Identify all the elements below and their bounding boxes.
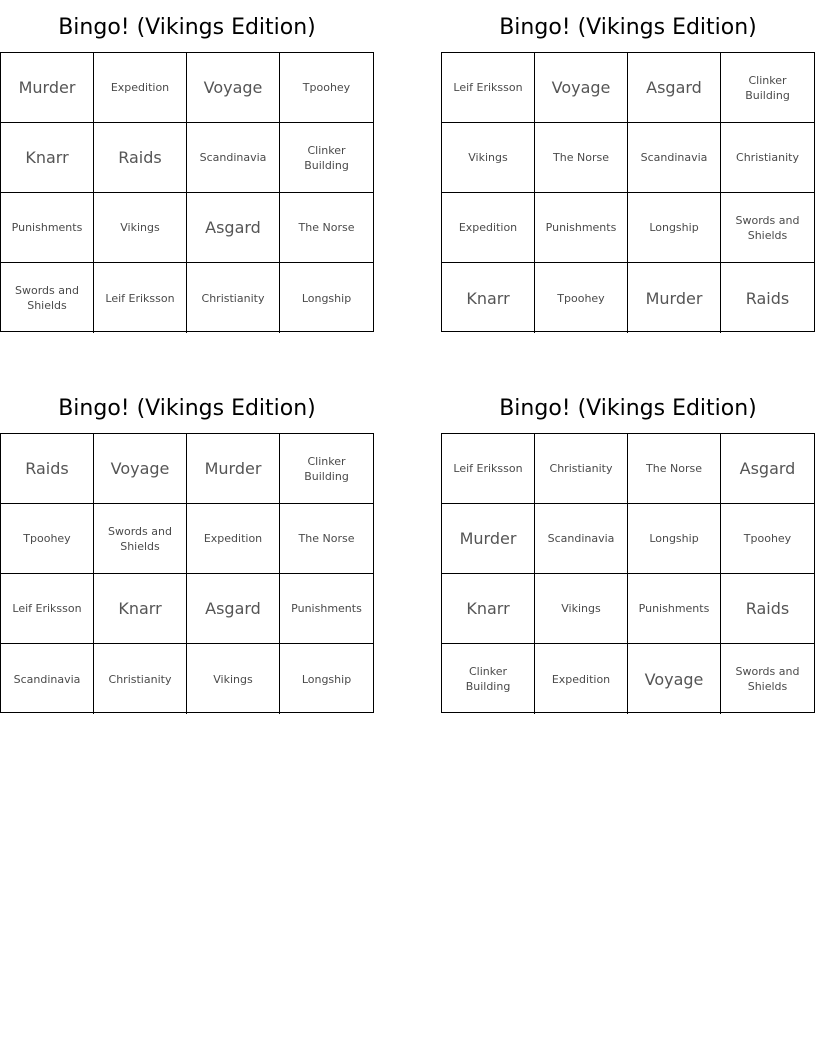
bingo-grid xyxy=(0,52,374,332)
bingo-cell: Swords and Shields xyxy=(735,665,800,693)
bingo-cell: Clinker Building xyxy=(280,123,373,193)
bingo-cell: Christianity xyxy=(187,263,280,333)
bingo-cell: Asgard xyxy=(628,53,721,123)
bingo-cell: Scandinavia xyxy=(535,504,628,574)
bingo-cell: Longship xyxy=(301,672,352,686)
bingo-cell: Asgard xyxy=(187,574,280,644)
bingo-cell: Expedition xyxy=(187,504,280,574)
bingo-cell: Raids xyxy=(721,574,814,644)
bingo-cell: Leif Eriksson xyxy=(94,263,187,333)
bingo-cell: Leif Eriksson xyxy=(442,434,535,504)
bingo-cell: Punishments xyxy=(535,193,628,263)
bingo-cell: Murder xyxy=(187,434,280,504)
bingo-card-1 xyxy=(0,0,374,332)
bingo-cell: Vikings xyxy=(535,574,628,644)
bingo-cell: Knarr xyxy=(442,263,535,333)
bingo-cell: Vikings xyxy=(442,123,535,193)
bingo-cell: Raids xyxy=(745,288,790,308)
card-title: Bingo! (Vikings Edition) xyxy=(58,15,316,40)
bingo-cell: Murder xyxy=(1,53,94,123)
bingo-cell: Clinker Building xyxy=(280,434,373,504)
bingo-cell: Vikings xyxy=(94,193,187,263)
bingo-cell: Expedition xyxy=(535,644,628,714)
card-title: Bingo! (Vikings Edition) xyxy=(499,396,757,421)
bingo-cell: Scandinavia xyxy=(187,123,280,193)
bingo-cell: Voyage xyxy=(628,644,721,714)
bingo-cell: Knarr xyxy=(442,574,535,644)
bingo-cell: Punishments xyxy=(280,574,373,644)
bingo-cell: Expedition xyxy=(442,193,535,263)
bingo-cell: Clinker Building xyxy=(721,53,814,123)
bingo-cell: Raids xyxy=(94,123,187,193)
bingo-card-2 xyxy=(441,0,815,332)
bingo-cell: Tpoohey xyxy=(1,504,94,574)
bingo-cell: Murder xyxy=(628,263,721,333)
bingo-cell: Knarr xyxy=(1,123,94,193)
bingo-cell: Vikings xyxy=(187,644,280,714)
card-title: Bingo! (Vikings Edition) xyxy=(58,396,316,421)
bingo-cell: Raids xyxy=(1,434,94,504)
bingo-cell: The Norse xyxy=(628,434,721,504)
bingo-cell: Leif Eriksson xyxy=(1,574,94,644)
bingo-cell: Tpoohey xyxy=(535,263,628,333)
bingo-cell: Tpoohey xyxy=(280,53,373,123)
bingo-cell: Murder xyxy=(442,504,535,574)
bingo-cell: The Norse xyxy=(280,193,373,263)
bingo-cell: Longship xyxy=(628,193,721,263)
bingo-cell: Tpoohey xyxy=(721,504,814,574)
bingo-cell: Knarr xyxy=(94,574,187,644)
bingo-card-4 xyxy=(441,381,815,713)
bingo-cell: Punishments xyxy=(628,574,721,644)
bingo-cell: The Norse xyxy=(535,123,628,193)
bingo-cell: Voyage xyxy=(535,53,628,123)
bingo-cell: Clinker Building xyxy=(442,644,535,714)
bingo-cell: Christianity xyxy=(94,644,187,714)
bingo-cell: Longship xyxy=(301,291,352,305)
bingo-cell: Swords and Shields xyxy=(1,263,94,333)
card-title: Bingo! (Vikings Edition) xyxy=(499,15,757,40)
bingo-grid xyxy=(441,52,815,332)
bingo-cell: Asgard xyxy=(187,193,280,263)
bingo-card-3 xyxy=(0,381,374,713)
bingo-cell: Swords and Shields xyxy=(94,504,187,574)
bingo-cell: Leif Eriksson xyxy=(442,53,535,123)
bingo-cell: Christianity xyxy=(535,434,628,504)
bingo-cell: Asgard xyxy=(721,434,814,504)
bingo-cell: The Norse xyxy=(280,504,373,574)
bingo-grid xyxy=(0,433,374,713)
bingo-cell: Expedition xyxy=(94,53,187,123)
bingo-cell: Punishments xyxy=(1,193,94,263)
bingo-cell: Longship xyxy=(628,504,721,574)
bingo-cell: Christianity xyxy=(721,123,814,193)
bingo-cell: Scandinavia xyxy=(1,644,94,714)
bingo-cell: Voyage xyxy=(94,434,187,504)
bingo-cell: Swords and Shields xyxy=(721,193,814,263)
bingo-cell: Voyage xyxy=(187,53,280,123)
bingo-grid xyxy=(441,433,815,713)
bingo-cell: Scandinavia xyxy=(628,123,721,193)
